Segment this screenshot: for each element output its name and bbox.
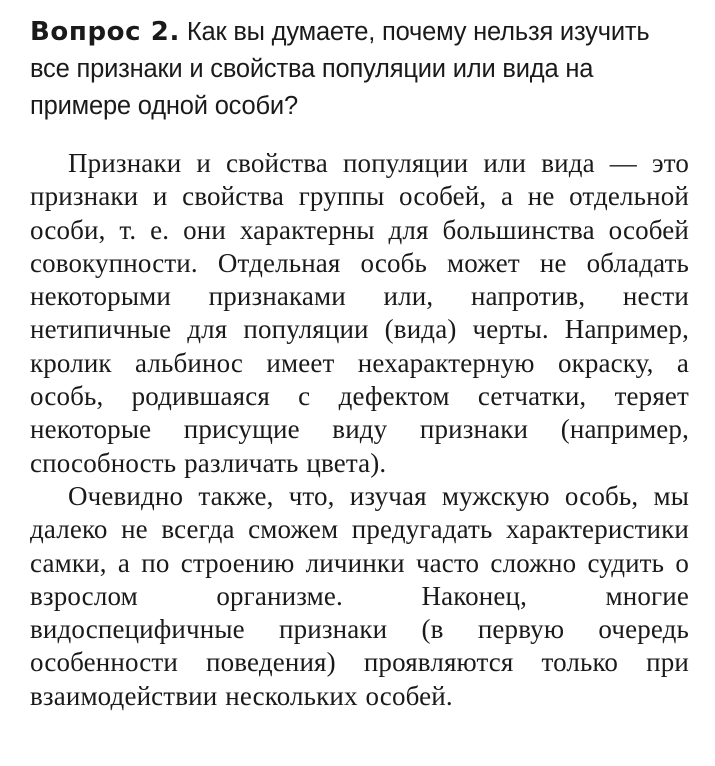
question-block	[30, 14, 689, 125]
question-label: Вопрос 2.	[30, 17, 180, 47]
answer-paragraph-1: Признаки и свойства популяции или вида — это признаки и свойства группы особей, а не отдельной особи, т. е. они характерны для большинства особей совокупности. Отдельная особь может не обладать некоторыми признаками или, напротив, нести нетипичные для популяции (вида) черты. Например, кролик альбинос имеет нехарактерную окраску, а особь, родившаяся с дефектом сетчатки, теряет некоторые присущие виду признаки (например, способность различать цвета).	[30, 148, 689, 478]
question-text: Как вы думаете, почему нельзя изучить все признаки и свойства популяции или вида на примере одной особи?	[30, 18, 650, 120]
answer-paragraph-2: Очевидно также, что, изучая мужскую особь, мы далеко не всегда сможем предугадать характеристики самки, а по строению личинки часто сложно судить о взрослом организме. Наконец, многие видоспецифичные признаки (в первую очередь особенности поведения) проявляются только при взаимодействии нескольких особей.	[30, 480, 689, 711]
